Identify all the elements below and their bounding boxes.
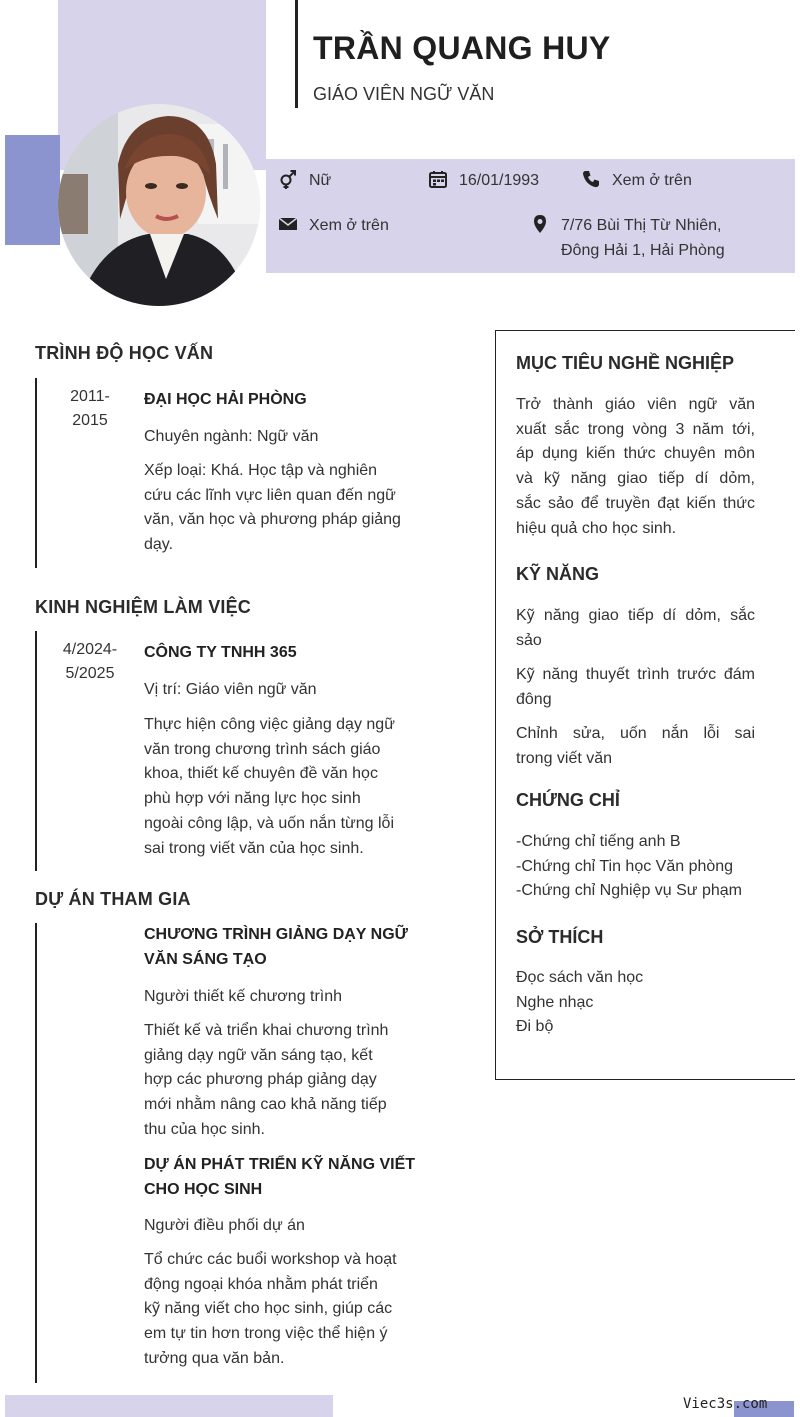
certificate-item: -Chứng chỉ Nghiệp vụ Sư phạm xyxy=(516,882,742,900)
envelope-icon xyxy=(277,213,299,235)
hobbies-list xyxy=(516,966,643,1040)
experience-position: Vị trí: Giáo viên ngữ văn xyxy=(144,681,317,698)
address-value xyxy=(561,213,725,263)
skill-line: đông xyxy=(516,690,552,708)
desc-line: khoa, thiết kế chuyên đề văn học xyxy=(144,765,378,783)
hobby-item: Nghe nhạc xyxy=(516,993,594,1011)
certificates-list xyxy=(516,830,742,904)
project-title xyxy=(144,922,408,972)
experience-heading: KINH NGHIỆM LÀM VIỆC xyxy=(35,597,252,617)
experience-period-end: 5/2025 xyxy=(65,665,115,682)
skill-line: Kỹ năng giao tiếp dí dỏm, sắc xyxy=(516,607,755,624)
email-value: Xem ở trên xyxy=(309,217,389,234)
desc-line: động ngoại khóa nhằm phát triển xyxy=(144,1275,378,1293)
location-pin-icon xyxy=(529,213,551,235)
certificates-heading: CHỨNG CHỈ xyxy=(516,790,620,810)
phone-value: Xem ở trên xyxy=(612,172,692,189)
education-period xyxy=(35,385,145,433)
skill-line: sảo xyxy=(516,631,542,649)
watermark-text: Viec3s.com xyxy=(683,1396,768,1412)
gender-icon xyxy=(277,168,299,190)
calendar-icon xyxy=(427,168,449,190)
left-accent-block xyxy=(5,135,60,245)
objective-line: hiệu quả cho học sinh. xyxy=(516,519,677,537)
projects-timeline xyxy=(35,923,37,1383)
project-role: Người điều phối dự án xyxy=(144,1217,305,1234)
certificate-item: -Chứng chỉ tiếng anh B xyxy=(516,833,681,850)
desc-line: hợp các phương pháp giảng dạy xyxy=(144,1071,377,1089)
avatar xyxy=(58,104,260,306)
phone-icon xyxy=(580,168,602,190)
education-period-end: 2015 xyxy=(72,412,108,429)
hobby-item: Đọc sách văn học xyxy=(516,969,644,986)
desc-line: Xếp loại: Khá. Học tập và nghiên xyxy=(144,462,378,479)
project-title-line: CHƯƠNG TRÌNH GIẢNG DẠY NGỮ xyxy=(144,926,408,943)
project-description xyxy=(144,1248,397,1372)
education-school: ĐẠI HỌC HẢI PHÒNG xyxy=(144,391,307,408)
skill-item xyxy=(516,722,755,771)
desc-line: kỹ năng viết cho học sinh, giúp các xyxy=(144,1300,393,1318)
desc-line: Thực hiện công việc giảng dạy ngữ xyxy=(144,716,395,733)
contact-birthday xyxy=(427,168,539,193)
candidate-name: TRẦN QUANG HUY xyxy=(313,30,611,66)
desc-line: em tự tin hơn trong việc thể hiện ý xyxy=(144,1325,388,1343)
desc-line: văn, văn học và phương pháp giảng xyxy=(144,511,401,529)
project-title xyxy=(144,1152,415,1202)
skill-line: Chỉnh sửa, uốn nắn lỗi sai xyxy=(516,725,755,742)
skill-line: trong viết văn xyxy=(516,749,613,767)
contact-phone xyxy=(580,168,692,193)
education-major: Chuyên ngành: Ngữ văn xyxy=(144,428,319,445)
experience-company: CÔNG TY TNHH 365 xyxy=(144,644,297,661)
desc-line: Thiết kế và triển khai chương trình xyxy=(144,1022,389,1039)
desc-line: mới nhằm nâng cao khả năng tiếp xyxy=(144,1096,387,1114)
contact-email xyxy=(277,213,389,238)
birthday-value: 16/01/1993 xyxy=(459,172,540,189)
hobby-item: Đi bộ xyxy=(516,1018,554,1036)
education-description xyxy=(144,459,401,558)
experience-period-start: 4/2024- xyxy=(62,641,118,658)
desc-line: giảng dạy ngữ văn sáng tạo, kết xyxy=(144,1046,373,1064)
skill-line: Kỹ năng thuyết trình trước đám xyxy=(516,666,755,683)
certificate-item: -Chứng chỉ Tin học Văn phòng xyxy=(516,857,734,875)
hobbies-heading: SỞ THÍCH xyxy=(516,927,604,947)
objective-heading: MỤC TIÊU NGHỀ NGHIỆP xyxy=(516,353,735,373)
desc-line: phù hợp với năng lực học sinh xyxy=(144,790,361,808)
project-title-line: CHO HỌC SINH xyxy=(144,1181,263,1198)
address-line1: 7/76 Bùi Thị Từ Nhiên, xyxy=(561,217,722,234)
project-description xyxy=(144,1019,388,1143)
objective-line: áp dụng kiến thức chuyên môn xyxy=(516,445,755,463)
education-heading: TRÌNH ĐỘ HỌC VẤN xyxy=(35,343,214,363)
address-line2: Đông Hải 1, Hải Phòng xyxy=(561,242,725,259)
objective-text xyxy=(516,393,755,541)
desc-line: Tổ chức các buổi workshop và hoạt xyxy=(144,1251,397,1268)
desc-line: thu của học sinh. xyxy=(144,1120,265,1138)
name-divider xyxy=(295,0,298,108)
skill-item xyxy=(516,604,755,653)
objective-line: sắc sảo để truyền đạt kiến thức xyxy=(516,494,755,512)
project-role: Người thiết kế chương trình xyxy=(144,988,343,1005)
footer-decor-bar xyxy=(5,1395,333,1417)
education-period-start: 2011- xyxy=(70,388,110,405)
skill-item xyxy=(516,663,755,712)
objective-line: xuất sắc trong vòng 3 năm tới, xyxy=(516,420,755,438)
objective-line: Trở thành giáo viên ngữ văn xyxy=(516,396,755,413)
job-title: GIÁO VIÊN NGỮ VĂN xyxy=(313,84,495,104)
desc-line: cứu các lĩnh vực liên quan đến ngữ xyxy=(144,486,396,504)
objective-line: và kỹ năng giao tiếp dí dỏm, xyxy=(516,470,755,488)
desc-line: ngoài công lập, và uốn nắn từng lỗi xyxy=(144,814,395,832)
experience-description xyxy=(144,713,395,861)
skills-heading: KỸ NĂNG xyxy=(516,564,600,584)
desc-line: sai trong viết văn của học sinh. xyxy=(144,839,364,857)
desc-line: tưởng qua văn bản. xyxy=(144,1349,285,1367)
project-title-line: DỰ ÁN PHÁT TRIỂN KỸ NĂNG VIẾT xyxy=(144,1156,416,1173)
project-title-line: VĂN SÁNG TẠO xyxy=(144,951,267,968)
desc-line: văn trong chương trình sách giáo xyxy=(144,740,381,758)
contact-address xyxy=(529,213,725,263)
experience-period xyxy=(35,638,145,686)
gender-value: Nữ xyxy=(309,172,332,189)
projects-heading: DỰ ÁN THAM GIA xyxy=(35,889,191,909)
desc-line: dạy. xyxy=(144,536,174,554)
contact-gender xyxy=(277,168,331,193)
